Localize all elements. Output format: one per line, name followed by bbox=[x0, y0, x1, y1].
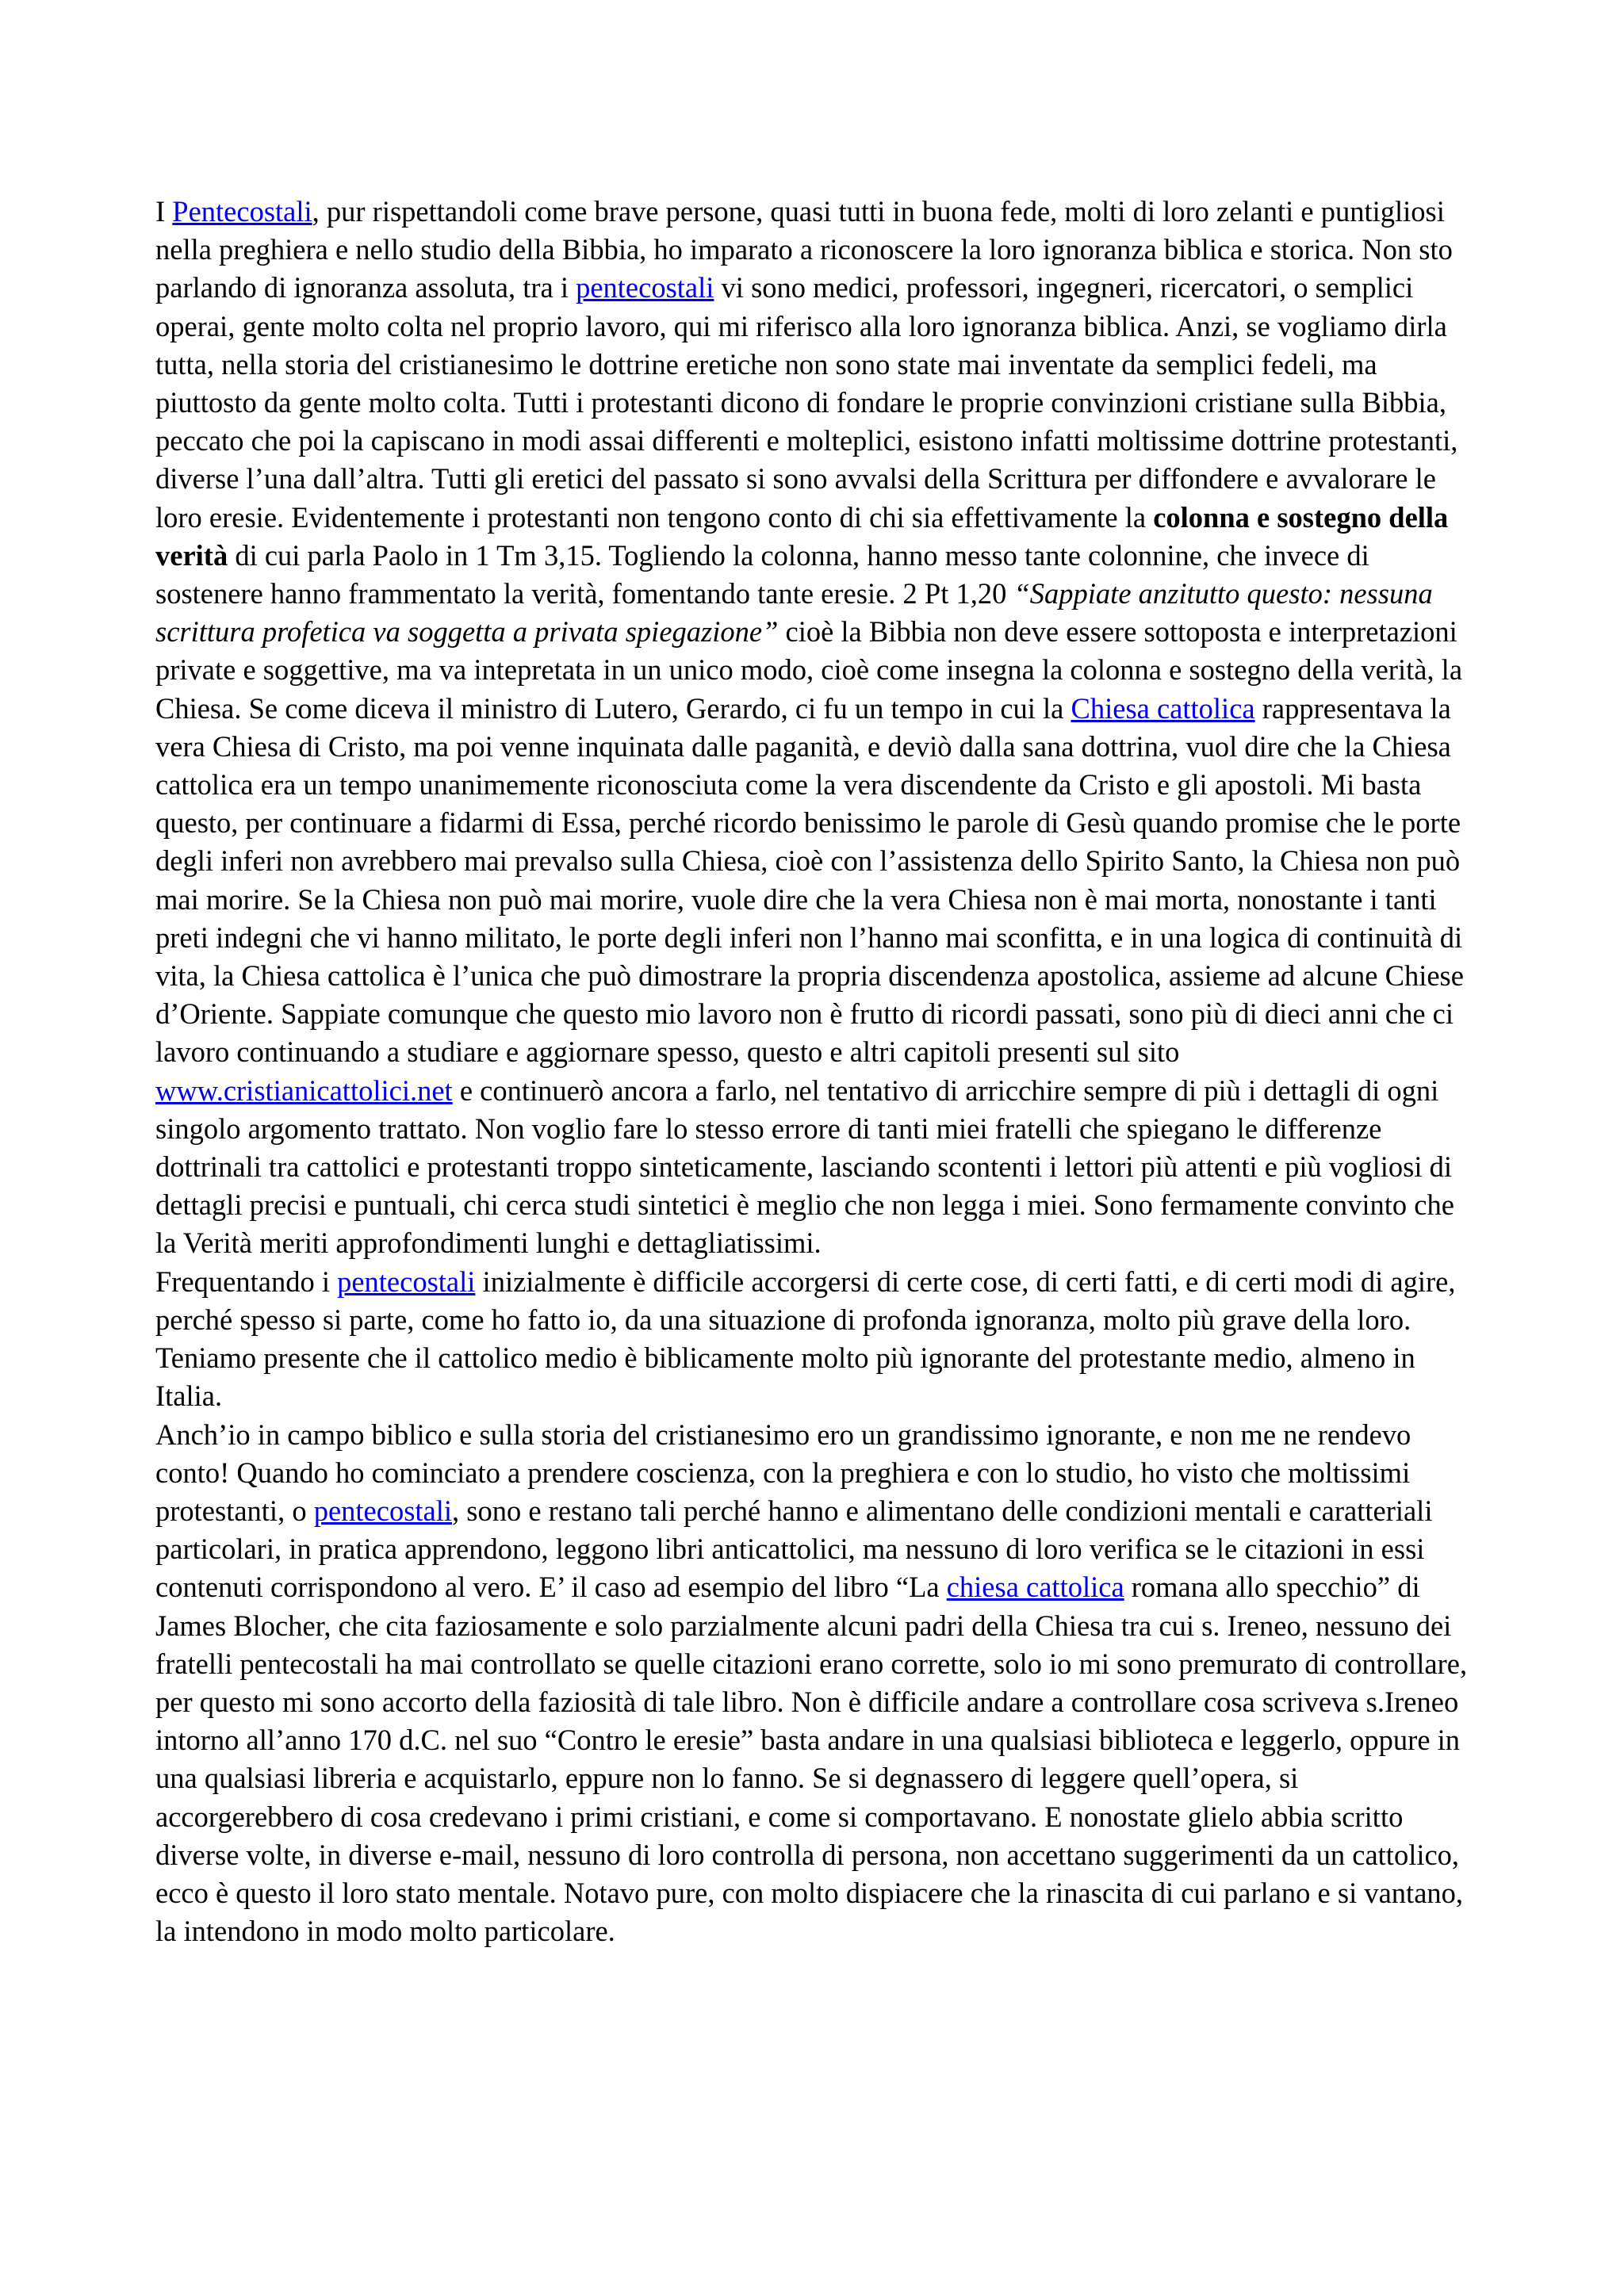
text-run: I bbox=[155, 195, 173, 228]
bold-text: colonna e sostegno della verità bbox=[155, 500, 1449, 572]
text-link[interactable]: Chiesa cattolica bbox=[1071, 691, 1255, 725]
text-run: vi sono medici, professori, ingegneri, ricercatori, o semplici operai, gente molto colta nel proprio lavoro, qui mi riferisco alla loro ignoranza biblica. Anzi, se vogliamo dirla tutta, nella storia del cristianesimo le dottrine eretiche non sono state mai inventate da semplici fedeli, ma piuttosto da gente molto colta. Tutti i protestanti dicono di fondare le proprie convinzioni cristiane sulla Bibbia, peccato che poi la capiscano in modi assai differenti e molteplici, esistono infatti moltissime dottrine protestanti, diverse l’una dall’altra. Tutti gli eretici del passato si sono avvalsi della Scrittura per diffondere e avvalorare le loro eresie. Evidentemente i protestanti non tengono conto di chi sia effettivamente la bbox=[155, 271, 1458, 534]
text-run: di cui parla Paolo in 1 Tm 3,15. Togliendo la colonna, hanno messo tante colonnine, che invece di sostenere hanno frammentato la verità, fomentando tante eresie. 2 Pt 1,20 bbox=[155, 538, 1369, 610]
text-link[interactable]: Pentecostali bbox=[172, 195, 312, 228]
paragraph bbox=[155, 1416, 1477, 1951]
paragraph bbox=[155, 193, 1477, 1263]
text-run: Frequentando i bbox=[155, 1265, 338, 1298]
document-body bbox=[155, 193, 1477, 1950]
text-link[interactable]: pentecostali bbox=[576, 271, 714, 304]
text-link[interactable]: pentecostali bbox=[337, 1265, 476, 1298]
text-link[interactable]: pentecostali bbox=[313, 1494, 453, 1527]
text-run: romana allo specchio” di James Blocher, che cita faziosamente e solo parzialmente alcuni padri della Chiesa tra cui s. Ireneo, nessuno dei fratelli pentecostali ha mai controllato se quelle citazioni erano corrette, solo io mi sono premurato di controllare, per questo mi sono accorto della faziosità di tale libro. Non è difficile andare a controllare cosa scriveva s.Ireneo intorno all’anno 170 d.C. nel suo “Contro le eresie” basta andare in una qualsiasi biblioteca e leggerlo, oppure in una qualsiasi libreria e acquistarlo, eppure non lo fanno. Se si degnassero di leggere quell’opera, si accorgerebbero di cosa credevano i primi cristiani, e come si comportavano. E nonostate glielo abbia scritto diverse volte, in diverse e-mail, nessuno di loro controlla di persona, non accettano suggerimenti da un cattolico, ecco è questo il loro stato mentale. Notavo pure, con molto dispiacere che la rinascita di cui parlano e si vantano, la intendono in modo molto particolare. bbox=[155, 1571, 1468, 1948]
italic-quote: “Sappiate anzitutto questo: nessuna scrittura profetica va soggetta a privata spiegazione” bbox=[155, 577, 1433, 649]
text-link[interactable]: chiesa cattolica bbox=[946, 1571, 1124, 1604]
text-run: Anch’io in campo biblico e sulla storia del cristianesimo ero un grandissimo ignorante, e non me ne rendevo conto! Quando ho cominciato a prendere coscienza, con la preghiera e con lo studio, ho visto che moltissimi protestanti, o bbox=[155, 1418, 1411, 1527]
text-run: rappresentava la vera Chiesa di Cristo, ma poi venne inquinata dalle paganità, e deviò dalla sana dottrina, vuol dire che la Chiesa cattolica era un tempo unanimemente riconosciuta come la vera discendente da Cristo e gli apostoli. Mi basta questo, per continuare a fidarmi di Essa, perché ricordo benissimo le parole di Gesù quando promise che le porte degli inferi non avrebbero mai prevalso sulla Chiesa, cioè con l’assistenza dello Spirito Santo, la Chiesa non può mai morire. Se la Chiesa non può mai morire, vuole dire che la vera Chiesa non è mai morta, nonostante i tanti preti indegni che vi hanno militato, le porte degli inferi non l’hanno mai sconfitta, e in una logica di continuità di vita, la Chiesa cattolica è l’unica che può dimostrare la propria discendenza apostolica, assieme ad alcune Chiese d’Oriente. Sappiate comunque che questo mio lavoro non è frutto di ricordi passati, sono più di dieci anni che ci lavoro continuando a studiare e aggiornare spesso, questo e altri capitoli presenti sul sito bbox=[155, 691, 1464, 1069]
text-run: cioè la Bibbia non deve essere sottoposta e interpretazioni private e soggettive, ma va intepretata in un unico modo, cioè come insegna la colonna e sostegno della verità, la Chiesa. Se come diceva il ministro di Lutero, Gerardo, ci fu un tempo in cui la bbox=[155, 615, 1463, 725]
text-link[interactable]: www.cristianicattolici.net bbox=[155, 1073, 453, 1107]
paragraph bbox=[155, 1263, 1477, 1416]
text-run: inizialmente è difficile accorgersi di certe cose, di certi fatti, e di certi modi di agire, perché spesso si parte, come ho fatto io, da una situazione di profonda ignoranza, molto più grave della loro. Teniamo presente che il cattolico medio è biblicamente molto più ignorante del protestante medio, almeno in Italia. bbox=[155, 1265, 1456, 1413]
text-run: e continuerò ancora a farlo, nel tentativo di arricchire sempre di più i dettagli di ogni singolo argomento trattato. Non voglio fare lo stesso errore di tanti miei fratelli che spiegano le differenze dottrinali tra cattolici e protestanti troppo sinteticamente, lasciando scontenti i lettori più attenti e più vogliosi di dettagli precisi e puntuali, chi cerca studi sintetici è meglio che non legga i miei. Sono fermamente convinto che la Verità meriti approfondimenti lunghi e dettagliatissimi. bbox=[155, 1073, 1454, 1260]
text-run: , pur rispettandoli come brave persone, quasi tutti in buona fede, molti di loro zelanti e puntigliosi nella preghiera e nello studio della Bibbia, ho imparato a riconoscere la loro ignoranza biblica e storica. Non sto parlando di ignoranza assoluta, tra i bbox=[155, 195, 1453, 304]
text-run: , sono e restano tali perché hanno e alimentano delle condizioni mentali e caratteriali particolari, in pratica apprendono, leggono libri anticattolici, ma nessuno di loro verifica se le citazioni in essi contenuti corrispondono al vero. E’ il caso ad esempio del libro “La bbox=[155, 1494, 1433, 1604]
